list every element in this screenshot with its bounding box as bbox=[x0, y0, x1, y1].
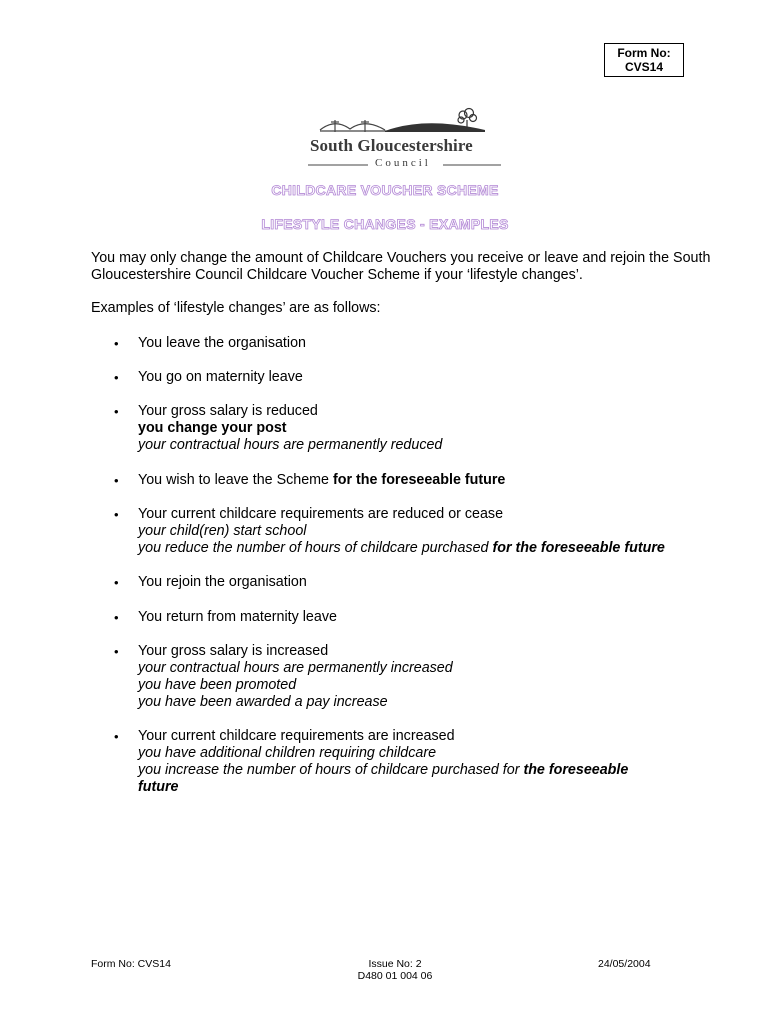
examples-label: Examples of ‘lifestyle changes’ are as follows: bbox=[91, 300, 381, 316]
logo-rule-left bbox=[308, 163, 368, 167]
item-text: Your current childcare requirements are reduced or cease bbox=[138, 506, 504, 522]
bullet-icon: • bbox=[114, 404, 119, 419]
bullet-icon: • bbox=[114, 729, 119, 744]
item-sub-bold: future bbox=[138, 779, 179, 795]
item-text: You go on maternity leave bbox=[138, 369, 303, 385]
logo-rule-right bbox=[443, 163, 501, 167]
item-text: Your gross salary is reduced bbox=[138, 403, 318, 419]
bullet-icon: • bbox=[114, 644, 119, 659]
list-item bbox=[114, 728, 738, 796]
form-number-value: CVS14 bbox=[624, 60, 664, 74]
item-text: You return from maternity leave bbox=[138, 609, 337, 625]
bullet-icon: • bbox=[114, 507, 119, 522]
form-number-label: Form No: bbox=[617, 46, 671, 60]
item-sub: you have been promoted bbox=[138, 677, 297, 693]
footer-issue bbox=[340, 958, 450, 982]
bullet-icon: • bbox=[114, 610, 119, 625]
item-text: Your gross salary is increased bbox=[138, 643, 329, 659]
footer-code: D480 01 004 06 bbox=[357, 970, 433, 982]
intro-paragraph: You may only change the amount of Childcare Vouchers you receive or leave and rejoin the South Gloucestershire Council Childcare Voucher Scheme if your ‘lifestyle changes’. bbox=[91, 250, 711, 283]
footer-date: 24/05/2004 bbox=[598, 958, 651, 970]
item-sub-bold: you change your post bbox=[138, 420, 287, 436]
bullet-icon: • bbox=[114, 575, 119, 590]
item-sub-line bbox=[138, 762, 738, 779]
item-text: Your current childcare requirements are increased bbox=[138, 728, 455, 744]
item-sub-bold: for the foreseeable future bbox=[492, 540, 665, 556]
item-sub: your contractual hours are permanently reduced bbox=[138, 437, 443, 453]
item-sub: you increase the number of hours of childcare purchased for bbox=[138, 762, 524, 778]
item-text-bold: for the foreseeable future bbox=[332, 472, 506, 488]
item-sub-line bbox=[138, 540, 738, 557]
list-item bbox=[114, 643, 738, 711]
item-sub: you reduce the number of hours of childcare purchased bbox=[138, 540, 493, 556]
council-logo-icon bbox=[305, 106, 505, 140]
item-text: You rejoin the organisation bbox=[138, 574, 307, 590]
logo-name: South Gloucestershire bbox=[310, 136, 473, 155]
list-item bbox=[114, 335, 738, 352]
item-sub: you have additional children requiring childcare bbox=[138, 745, 437, 761]
list-item bbox=[114, 506, 738, 557]
item-sub: your child(ren) start school bbox=[138, 523, 307, 539]
list-item bbox=[114, 472, 738, 489]
logo-council: Council bbox=[375, 157, 431, 169]
footer-issue-number: Issue No: 2 bbox=[368, 958, 422, 970]
bullet-icon: • bbox=[114, 336, 119, 351]
form-number-box bbox=[604, 43, 684, 77]
item-sub: your contractual hours are permanently increased bbox=[138, 660, 453, 676]
item-text: You leave the organisation bbox=[138, 335, 306, 351]
list-item bbox=[114, 403, 738, 454]
list-item bbox=[114, 574, 738, 591]
item-sub: you have been awarded a pay increase bbox=[138, 694, 388, 710]
list-item bbox=[114, 369, 738, 386]
bullet-icon: • bbox=[114, 473, 119, 488]
list-item bbox=[114, 609, 738, 626]
bullet-icon: • bbox=[114, 370, 119, 385]
council-logo bbox=[305, 106, 505, 172]
document-subtitle: LIFESTYLE CHANGES - EXAMPLES bbox=[261, 216, 509, 232]
document-title: CHILDCARE VOUCHER SCHEME bbox=[271, 182, 499, 198]
item-text-line bbox=[138, 472, 738, 489]
footer-form-number: Form No: CVS14 bbox=[91, 958, 171, 970]
item-sub-bold: the foreseeable bbox=[523, 762, 629, 778]
item-text: You wish to leave the Scheme bbox=[138, 472, 333, 488]
